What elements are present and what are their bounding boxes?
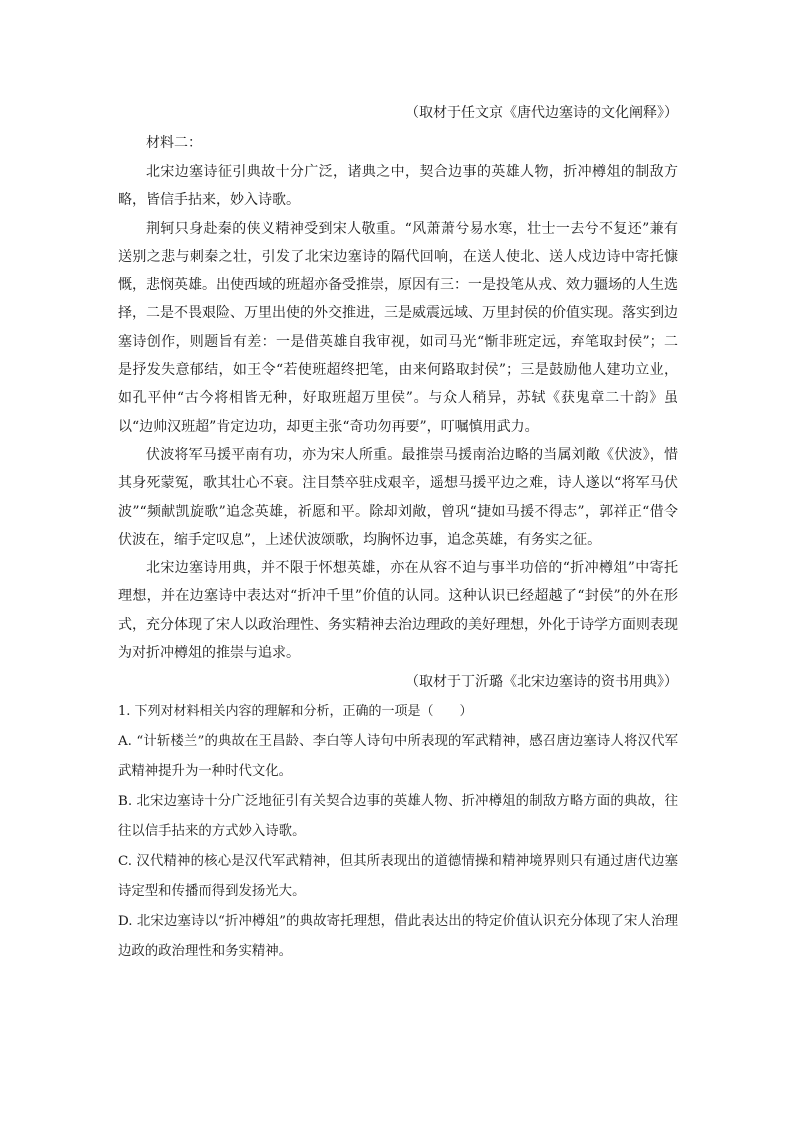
material1-source: （取材于任文京《唐代边塞诗的文化阐释》） — [405, 105, 678, 121]
document-body — [118, 98, 678, 967]
question-1-option-a: A. “计斩楼兰”的典故在王昌龄、李白等人诗句中所表现的军武精神，感召唐边塞诗人将汉代军武精神提升为一种时代文化。 — [118, 734, 678, 780]
material2-heading: 材料二： — [146, 135, 202, 151]
material2-paragraph-3: 伏波将军马援平南有功，亦为宋人所重。最推崇马援南治边略的当属刘敞《伏波》，惜其身死蒙冤，歌其壮心不衰。注目禁卒驻戍艰辛，遥想马援平边之难，诗人遂以“将军马伏波”“频献凯旋歌”追念英雄，祈愿和平。除却刘敞，曾巩“捷如马援不得志”，郭祥正“借令伏波在，缩手定叹息”，上述伏波颂歌，均胸怀边事，追念英雄，有务实之征。 — [118, 446, 678, 548]
question-1-option-d: D. 北宋边塞诗以“折冲樽俎”的典故寄托理想，借此表达出的特定价值认识充分体现了宋人治理边政的政治理性和务实精神。 — [118, 914, 678, 960]
material2-paragraph-1: 北宋边塞诗征引典故十分广泛，诸典之中，契合边事的英雄人物，折冲樽俎的制敌方略，皆信手拈来，妙入诗歌。 — [118, 164, 678, 209]
material2-paragraph-4: 北宋边塞诗用典，并不限于怀想英雄，亦在从容不迫与事半功倍的“折冲樽俎”中寄托理想，并在边塞诗中表达对“折冲千里”价值的认同。这种认识已经超越了“封侯”的外在形式，充分体现了宋人以政治理性、务实精神去治边理政的美好理想，外化于诗学方面则表现为对折冲樽俎的推崇与追求。 — [118, 560, 678, 662]
question-1-option-c: C. 汉代精神的核心是汉代军武精神，但其所表现出的道德情操和精神境界则只有通过唐代边塞诗定型和传播而得到发扬光大。 — [118, 854, 678, 900]
material2-paragraph-2: 荆轲只身赴秦的侠义精神受到宋人敬重。“风萧萧兮易水寒，壮士一去兮不复还”兼有送别之悲与刺秦之壮，引发了北宋边塞诗的隔代回响，在送人使北、送人戍边诗中寄托慷慨，悲悯英雄。出使西域的班超亦备受推崇，原因有三：一是投笔从戎、效力疆场的人生选择，二是不畏艰险、万里出使的外交推进，三是威震远域、万里封侯的价值实现。落实到边塞诗创作，则题旨有差：一是借英雄自我审视，如司马光“惭非班定远，弃笔取封侯”；二是抒发失意郁结，如王令“若使班超终把笔，由来何路取封侯”；三是鼓励他人建功立业，如孔平仲“古今将相皆无种，好取班超万里侯”。与众人稍异，苏轼《获鬼章二十韵》虽以“边帅汉班超”肯定边功，却更主张“奇功勿再要”，叮嘱慎用武力。 — [118, 220, 678, 435]
material2-source: （取材于丁沂璐《北宋边塞诗的资书用典》） — [405, 674, 678, 691]
question-1-option-b: B. 北宋边塞诗十分广泛地征引有关契合边事的英雄人物、折冲樽俎的制敌方略方面的典故，往往以信手拈来的方式妙入诗歌。 — [118, 794, 678, 840]
question-1-stem: 1. 下列对材料相关内容的理解和分析，正确的一项是（ ） — [118, 704, 473, 720]
